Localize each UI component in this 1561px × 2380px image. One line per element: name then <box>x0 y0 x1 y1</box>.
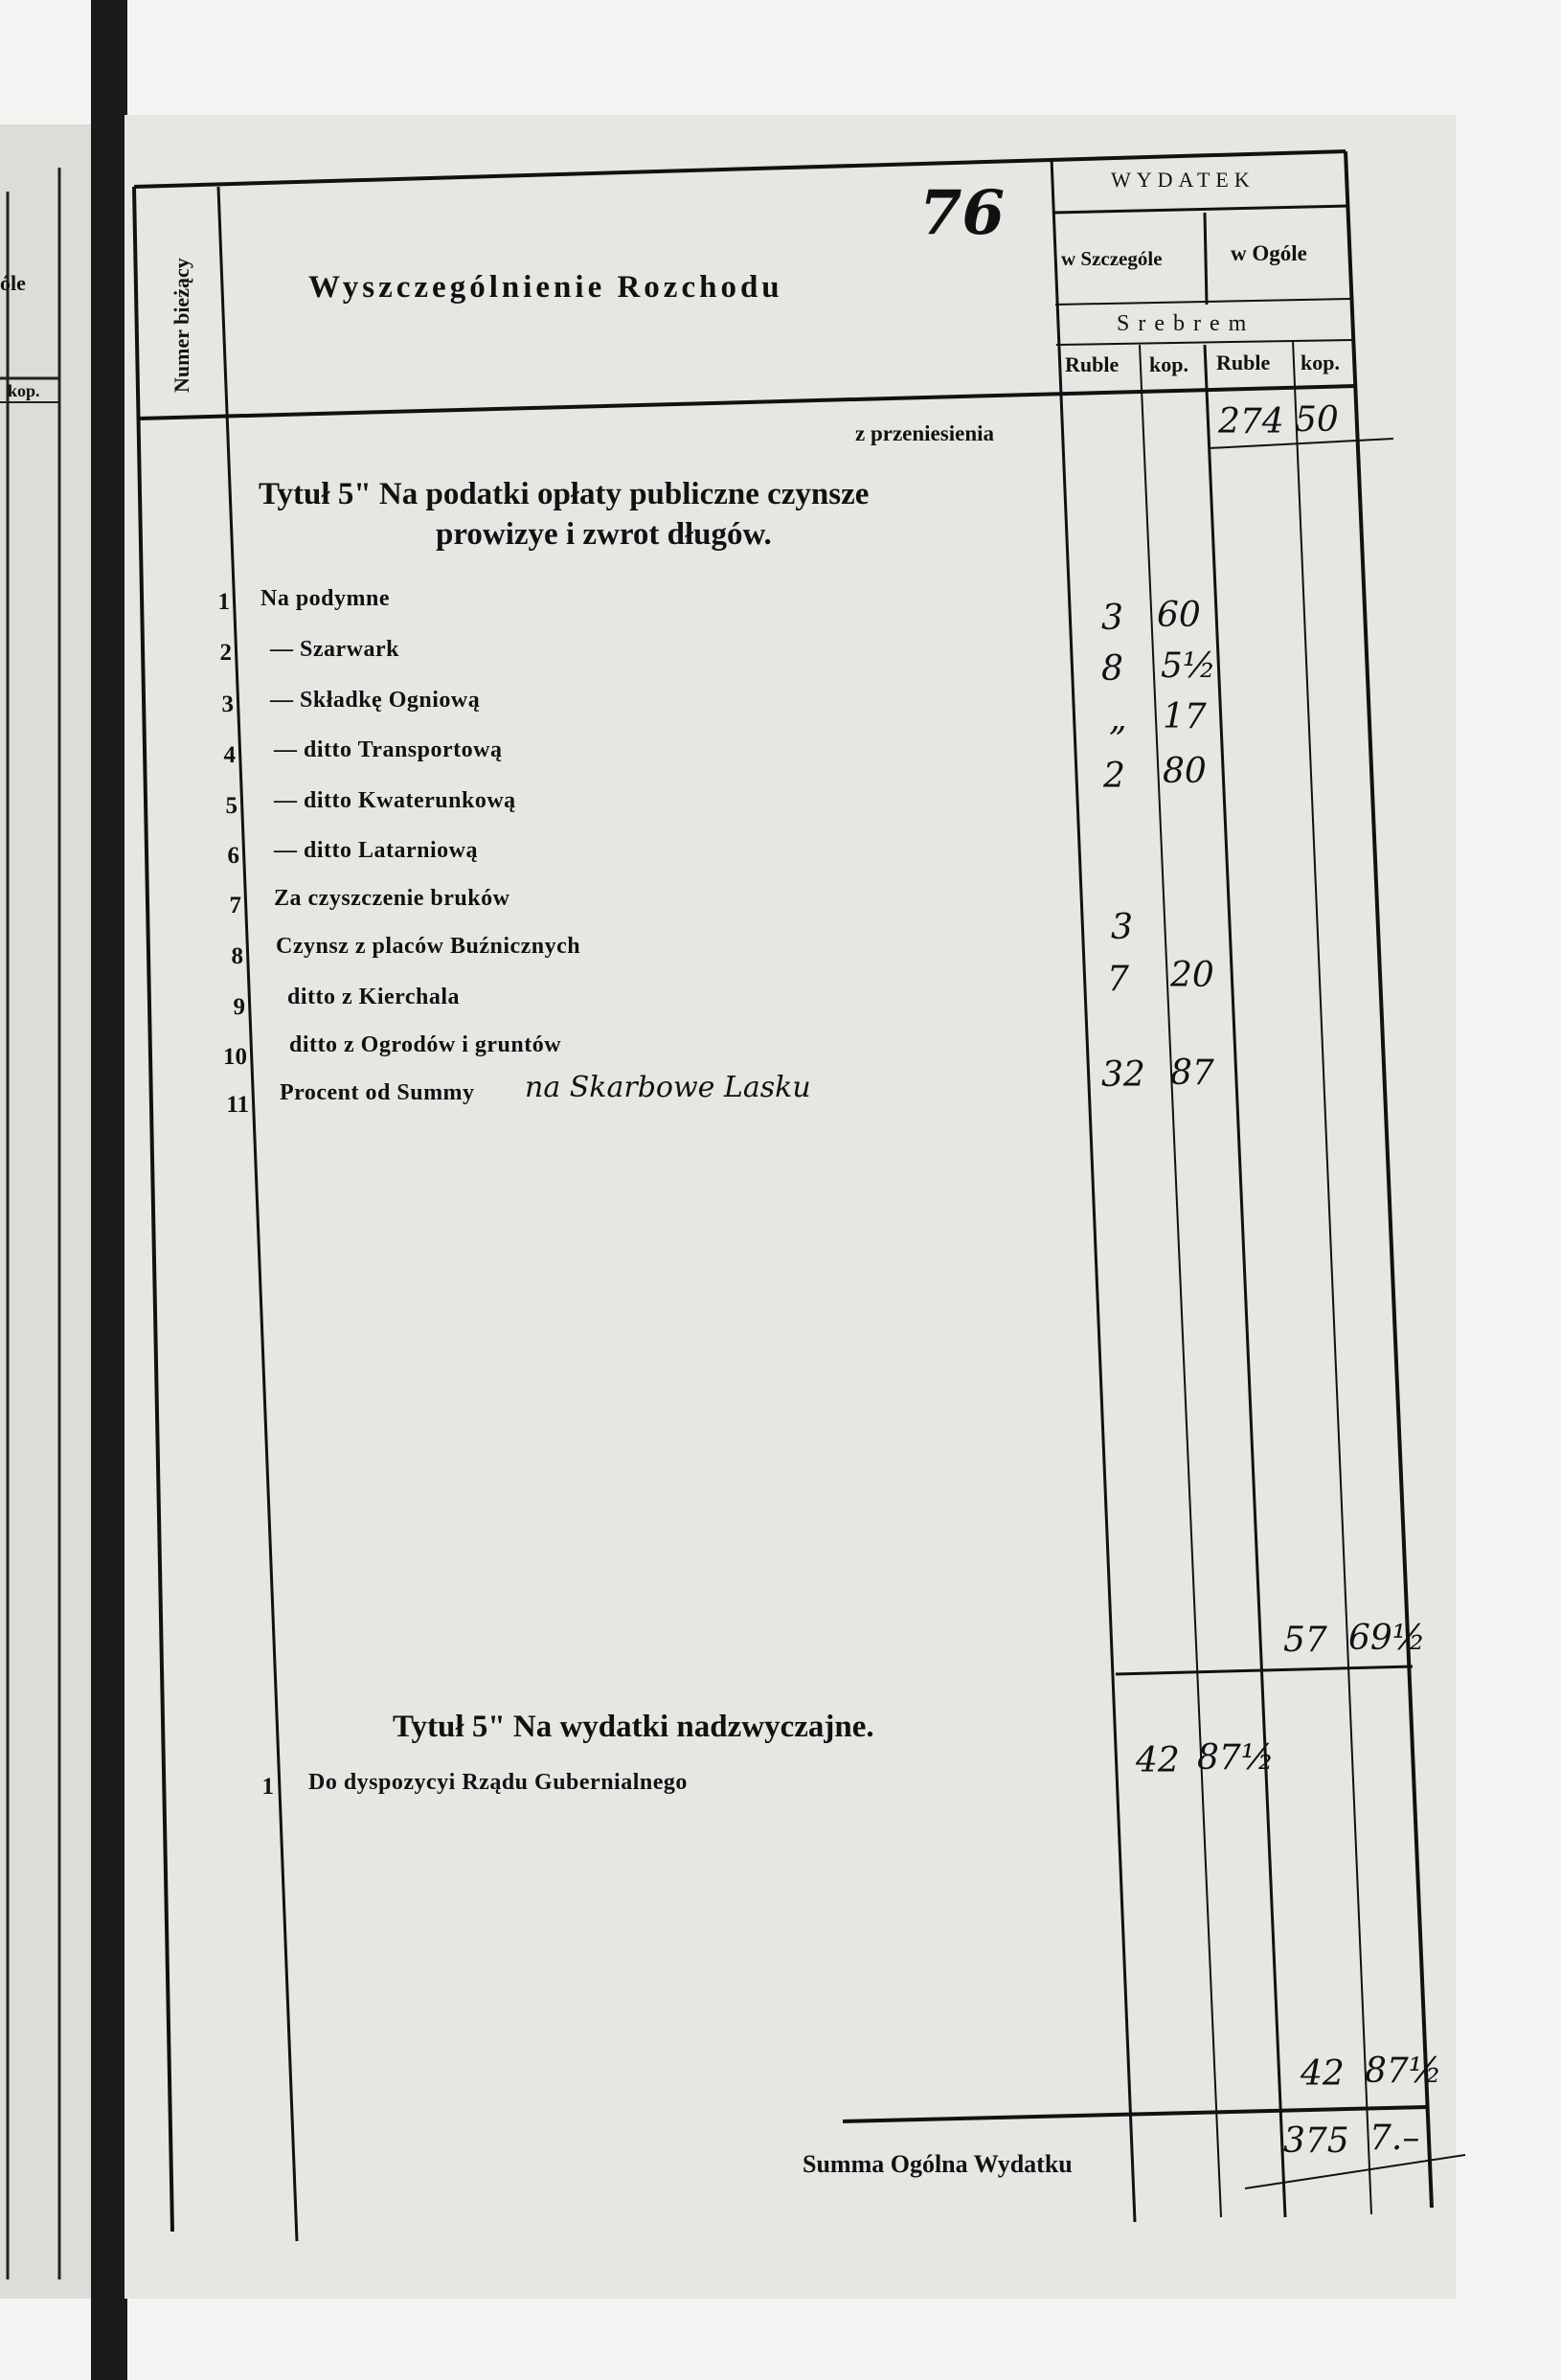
row-rubles: 3 <box>1111 908 1133 947</box>
left-page-kop-label: kop. <box>8 381 40 400</box>
row-rubles: „ <box>1109 699 1127 738</box>
row-rubles: 8 <box>1101 649 1123 689</box>
row-text: ditto z Kierchala <box>287 985 461 1009</box>
row-kopecks: 87½ <box>1197 1738 1275 1778</box>
row-text: — Szarwark <box>270 637 399 662</box>
grand-total-kopecks: 7.– <box>1369 2119 1420 2158</box>
row-kopecks: 17 <box>1163 697 1207 737</box>
row-text: — ditto Transportową <box>274 737 503 762</box>
row-text: — Składkę Ogniową <box>270 688 481 713</box>
section-1-title-line1: Tytuł 5" Na podatki opłaty publiczne czynsze <box>259 477 870 511</box>
rubles-detail-header: Ruble <box>1065 352 1120 376</box>
row-rubles: 42 <box>1136 1741 1180 1780</box>
grand-total-rubles: 375 <box>1283 2121 1349 2161</box>
row-kopecks: 60 <box>1157 596 1201 635</box>
row-text: Do dyspozycyi Rządu Gubernialnego <box>308 1770 688 1795</box>
row-text: Za czyszczenie bruków <box>274 886 510 911</box>
row-text: Na podymne <box>260 586 391 611</box>
carried-forward-label: z przeniesienia <box>855 421 994 445</box>
section-1-total-kopecks: 69½ <box>1348 1619 1426 1658</box>
section-2-total-kopecks: 87½ <box>1365 2051 1442 2091</box>
row-rubles: 7 <box>1107 960 1129 999</box>
row-text: ditto z Ogrodów i gruntów <box>289 1032 562 1057</box>
row-number: 11 <box>226 1092 249 1118</box>
row-number: 8 <box>231 943 243 969</box>
row-rubles: 32 <box>1101 1055 1145 1095</box>
rubles-total-header: Ruble <box>1216 351 1271 374</box>
row-kopecks: 5½ <box>1161 646 1216 686</box>
kopecks-total-header: kop. <box>1301 351 1340 374</box>
grand-total-label: Summa Ogólna Wydatku <box>803 2150 1073 2178</box>
expense-header: WYDATEK <box>1111 168 1256 192</box>
kopecks-detail-header: kop. <box>1149 352 1188 376</box>
row-kopecks: 87 <box>1170 1054 1214 1093</box>
row-kopecks: 80 <box>1163 752 1207 791</box>
row-number-header: Numer bieżący <box>170 258 193 393</box>
total-header: w Ogóle <box>1231 241 1307 265</box>
row-kopecks: 20 <box>1170 956 1214 995</box>
row-number: 1 <box>217 589 230 615</box>
row-handwritten-note: na Skarbowe Lasku <box>525 1071 811 1104</box>
row-number: 3 <box>221 691 234 717</box>
row-number: 10 <box>223 1044 247 1070</box>
main-page <box>124 115 1456 2299</box>
left-page-header-fragment: óle <box>0 271 26 295</box>
row-text: Procent od Summy <box>280 1080 475 1105</box>
row-rubles: 2 <box>1103 757 1125 796</box>
section-1-total-rubles: 57 <box>1283 1621 1327 1660</box>
section-1-title-line2: prowizye i zwrot długów. <box>436 517 772 552</box>
carried-forward-kopecks: 50 <box>1295 400 1339 440</box>
binding-edge <box>91 0 127 2380</box>
row-number: 4 <box>223 742 236 768</box>
row-number: 1 <box>261 1774 274 1800</box>
row-number: 7 <box>229 893 241 918</box>
carried-forward-rubles: 274 <box>1218 402 1284 442</box>
section-2-total-rubles: 42 <box>1301 2054 1345 2094</box>
row-rubles: 3 <box>1101 599 1123 638</box>
row-text: — ditto Latarniową <box>274 838 478 863</box>
description-header: Wyszczególnienie Rozchodu <box>308 270 783 305</box>
folio-number: 76 <box>919 177 1006 249</box>
row-number: 9 <box>233 994 245 1020</box>
row-number: 6 <box>227 843 239 869</box>
silver-header: Srebrem <box>1117 311 1256 336</box>
row-text: Czynsz z placów Buźnicznych <box>276 934 581 959</box>
row-number: 5 <box>225 793 238 819</box>
row-text: — ditto Kwaterunkową <box>274 788 516 813</box>
row-number: 2 <box>219 640 232 666</box>
detail-header: w Szczególe <box>1061 247 1163 270</box>
section-2-title: Tytuł 5" Na wydatki nadzwyczajne. <box>393 1710 874 1744</box>
